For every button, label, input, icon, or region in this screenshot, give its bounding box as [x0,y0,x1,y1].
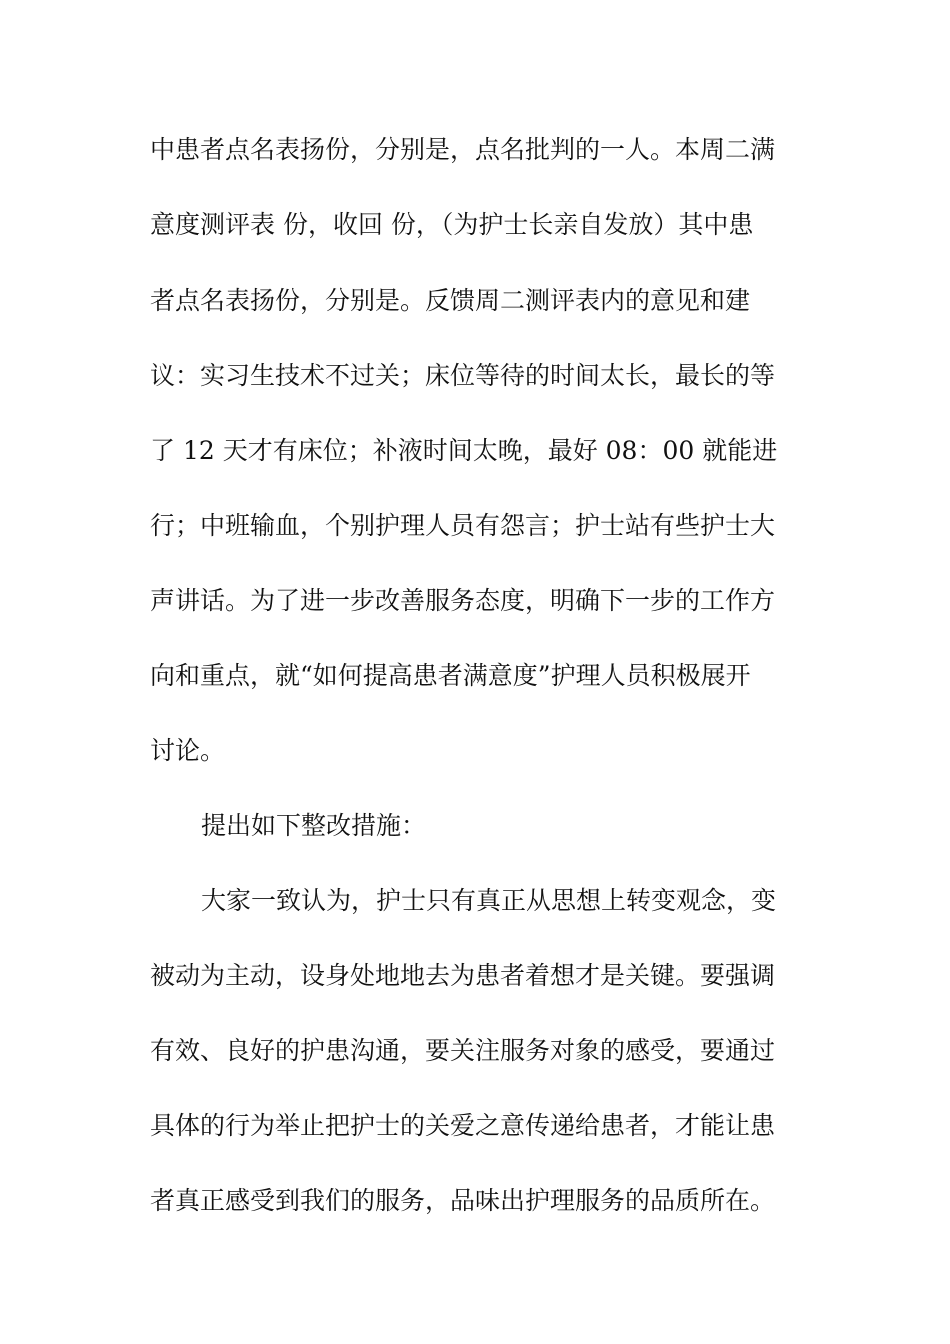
text-line: 讨论。 [150,736,226,765]
text-line: 者点名表扬份，分别是。反馈周二测评表内的意见和建 [150,286,751,315]
text-line: 意度测评表 份，收回 份，（为护士长亲自发放）其中患 [150,210,754,239]
paragraph-heading: 提出如下整改措施： [201,811,427,840]
text-line: 议：实习生技术不过关；床位等待的时间太长，最长的等 [150,361,776,390]
text-line: 被动为主动，设身处地地去为患者着想才是关键。要强调 [150,961,776,990]
text-line: 声讲话。为了进一步改善服务态度，明确下一步的工作方 [150,586,776,615]
text-line: 行；中班输血，个别护理人员有怨言；护士站有些护士大 [150,511,776,540]
text-line: 中患者点名表扬份，分别是，点名批判的一人。本周二满 [150,135,776,164]
text-line: 大家一致认为，护士只有真正从思想上转变观念，变 [201,886,777,915]
text-line: 者真正感受到我们的服务，品味出护理服务的品质所在。 [150,1186,776,1215]
text-line: 有效、良好的护患沟通，要关注服务对象的感受，要通过 [150,1036,776,1065]
text-line: 向和重点，就“如何提高患者满意度”护理人员积极展开 [150,661,751,690]
text-line: 具体的行为举止把护士的关爱之意传递给患者，才能让患 [150,1111,776,1140]
text-line: 了 12 天才有床位；补液时间太晚，最好 08：00 就能进 [150,436,778,465]
